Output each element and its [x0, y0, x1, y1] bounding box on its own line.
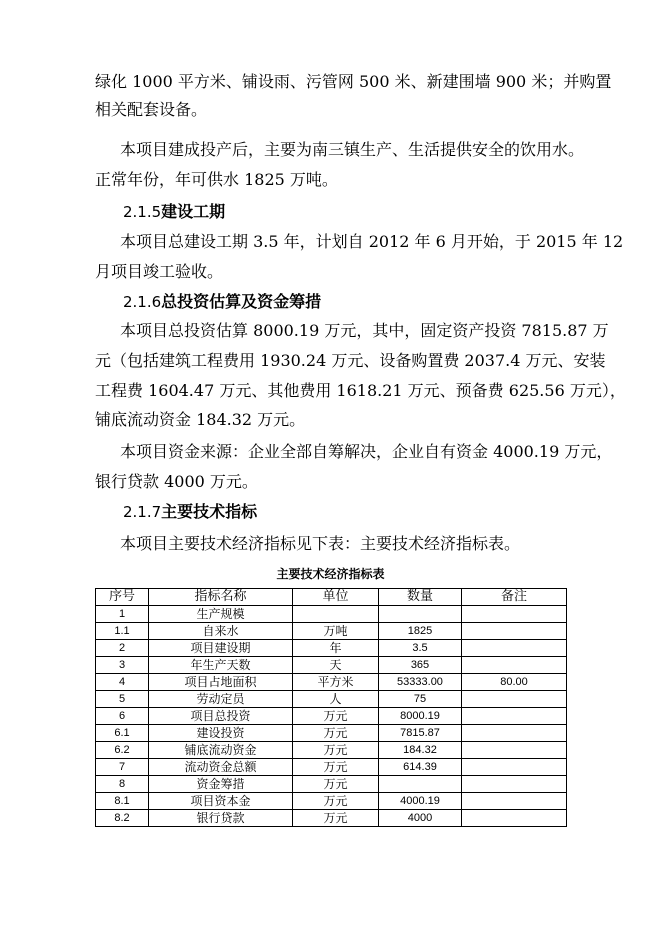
section-number: 2.1.7 [123, 503, 162, 521]
indicator-name-cell: 劳动定员 [149, 691, 293, 708]
table-row [96, 759, 567, 776]
section-number: 2.1.5 [123, 203, 162, 221]
row-number-cell: 5 [96, 691, 149, 708]
unit-cell: 万元 [293, 759, 379, 776]
unit-cell: 万元 [293, 810, 379, 827]
table-row [96, 657, 567, 674]
remark-cell [462, 606, 567, 623]
table-row [96, 776, 567, 793]
quantity-cell: 8000.19 [379, 708, 462, 725]
paragraph-line: 工程费 1604.47 万元、其他费用 1618.21 万元、预备费 625.56 万元）， [95, 381, 626, 400]
remark-cell [462, 708, 567, 725]
quantity-cell: 4000.19 [379, 793, 462, 810]
quantity-cell: 365 [379, 657, 462, 674]
paragraph-line: 月项目竣工验收。 [95, 262, 224, 281]
paragraph-line: 银行贷款 4000 万元。 [95, 472, 258, 491]
tech-econ-table [95, 588, 567, 827]
remark-cell [462, 776, 567, 793]
header-cell: 指标名称 [149, 589, 293, 606]
table-row [96, 640, 567, 657]
row-number-cell: 4 [96, 674, 149, 691]
row-number-cell: 8.2 [96, 810, 149, 827]
row-number-cell: 8.1 [96, 793, 149, 810]
unit-cell: 万元 [293, 776, 379, 793]
indicator-name-cell: 生产规模 [149, 606, 293, 623]
row-number-cell: 1.1 [96, 623, 149, 640]
quantity-cell: 4000 [379, 810, 462, 827]
remark-cell [462, 759, 567, 776]
unit-cell: 万吨 [293, 623, 379, 640]
section-title: 主要技术指标 [161, 502, 258, 521]
paragraph-line: 本项目主要技术经济指标见下表：主要技术经济指标表。 [120, 534, 521, 553]
indicator-name-cell: 铺底流动资金 [149, 742, 293, 759]
quantity-cell: 614.39 [379, 759, 462, 776]
unit-cell: 平方米 [293, 674, 379, 691]
indicator-name-cell: 资金筹措 [149, 776, 293, 793]
remark-cell [462, 742, 567, 759]
unit-cell: 年 [293, 640, 379, 657]
remark-cell [462, 623, 567, 640]
remark-cell [462, 691, 567, 708]
unit-cell: 万元 [293, 708, 379, 725]
unit-cell: 万元 [293, 725, 379, 742]
section-number: 2.1.6 [123, 293, 162, 311]
quantity-cell: 53333.00 [379, 674, 462, 691]
unit-cell: 万元 [293, 742, 379, 759]
quantity-cell [379, 776, 462, 793]
paragraph-line: 正常年份，年可供水 1825 万吨。 [95, 170, 338, 189]
unit-cell: 天 [293, 657, 379, 674]
row-number-cell: 8 [96, 776, 149, 793]
table-row [96, 708, 567, 725]
paragraph-line: 绿化 1000 平方米、铺设雨、污管网 500 米、新建围墙 900 米；并购置 [95, 72, 612, 91]
section-heading-2-1-7 [123, 502, 623, 522]
quantity-cell: 7815.87 [379, 725, 462, 742]
quantity-cell: 75 [379, 691, 462, 708]
row-number-cell: 2 [96, 640, 149, 657]
remark-cell [462, 657, 567, 674]
section-title: 建设工期 [161, 202, 226, 221]
section-heading-2-1-5 [123, 202, 623, 222]
paragraph-line: 本项目建成投产后，主要为南三镇生产、生活提供安全的饮用水。 [120, 140, 585, 159]
paragraph-line: 本项目总投资估算 8000.19 万元，其中，固定资产投资 7815.87 万 [120, 321, 609, 340]
paragraph-line: 铺底流动资金 184.32 万元。 [95, 410, 306, 429]
indicator-name-cell: 项目建设期 [149, 640, 293, 657]
unit-cell: 万元 [293, 793, 379, 810]
indicator-name-cell: 银行贷款 [149, 810, 293, 827]
table-row [96, 623, 567, 640]
row-number-cell: 7 [96, 759, 149, 776]
paragraph-line: 本项目总建设工期 3.5 年，计划自 2012 年 6 月开始，于 2015 年 12 [120, 232, 624, 251]
table-row [96, 742, 567, 759]
remark-cell [462, 725, 567, 742]
table-row [96, 606, 567, 623]
indicator-name-cell: 项目占地面积 [149, 674, 293, 691]
indicator-name-cell: 流动资金总额 [149, 759, 293, 776]
quantity-cell: 184.32 [379, 742, 462, 759]
quantity-cell [379, 606, 462, 623]
unit-cell: 人 [293, 691, 379, 708]
table-title: 主要技术经济指标表 [276, 567, 385, 581]
table-row [96, 810, 567, 827]
table-row [96, 674, 567, 691]
quantity-cell: 1825 [379, 623, 462, 640]
header-cell: 数量 [379, 589, 462, 606]
row-number-cell: 3 [96, 657, 149, 674]
row-number-cell: 6 [96, 708, 149, 725]
header-cell: 备注 [462, 589, 567, 606]
table-row [96, 691, 567, 708]
indicator-name-cell: 自来水 [149, 623, 293, 640]
table-row [96, 725, 567, 742]
remark-cell [462, 640, 567, 657]
remark-cell [462, 793, 567, 810]
table-row [96, 793, 567, 810]
row-number-cell: 1 [96, 606, 149, 623]
indicator-name-cell: 项目资本金 [149, 793, 293, 810]
indicator-name-cell: 建设投资 [149, 725, 293, 742]
indicator-name-cell: 年生产天数 [149, 657, 293, 674]
header-cell: 单位 [293, 589, 379, 606]
paragraph-line: 元（包括建筑工程费用 1930.24 万元、设备购置费 2037.4 万元、安装 [95, 351, 606, 370]
remark-cell [462, 810, 567, 827]
unit-cell [293, 606, 379, 623]
header-cell: 序号 [96, 589, 149, 606]
remark-cell: 80.00 [462, 674, 567, 691]
quantity-cell: 3.5 [379, 640, 462, 657]
table-body [96, 606, 567, 827]
paragraph-line: 相关配套设备。 [95, 100, 208, 119]
indicator-name-cell: 项目总投资 [149, 708, 293, 725]
row-number-cell: 6.2 [96, 742, 149, 759]
row-number-cell: 6.1 [96, 725, 149, 742]
paragraph-line: 本项目资金来源：企业全部自筹解决，企业自有资金 4000.19 万元， [120, 442, 613, 461]
section-heading-2-1-6 [123, 292, 623, 312]
section-title: 总投资估算及资金筹措 [161, 292, 322, 311]
table-header-row [96, 589, 567, 606]
